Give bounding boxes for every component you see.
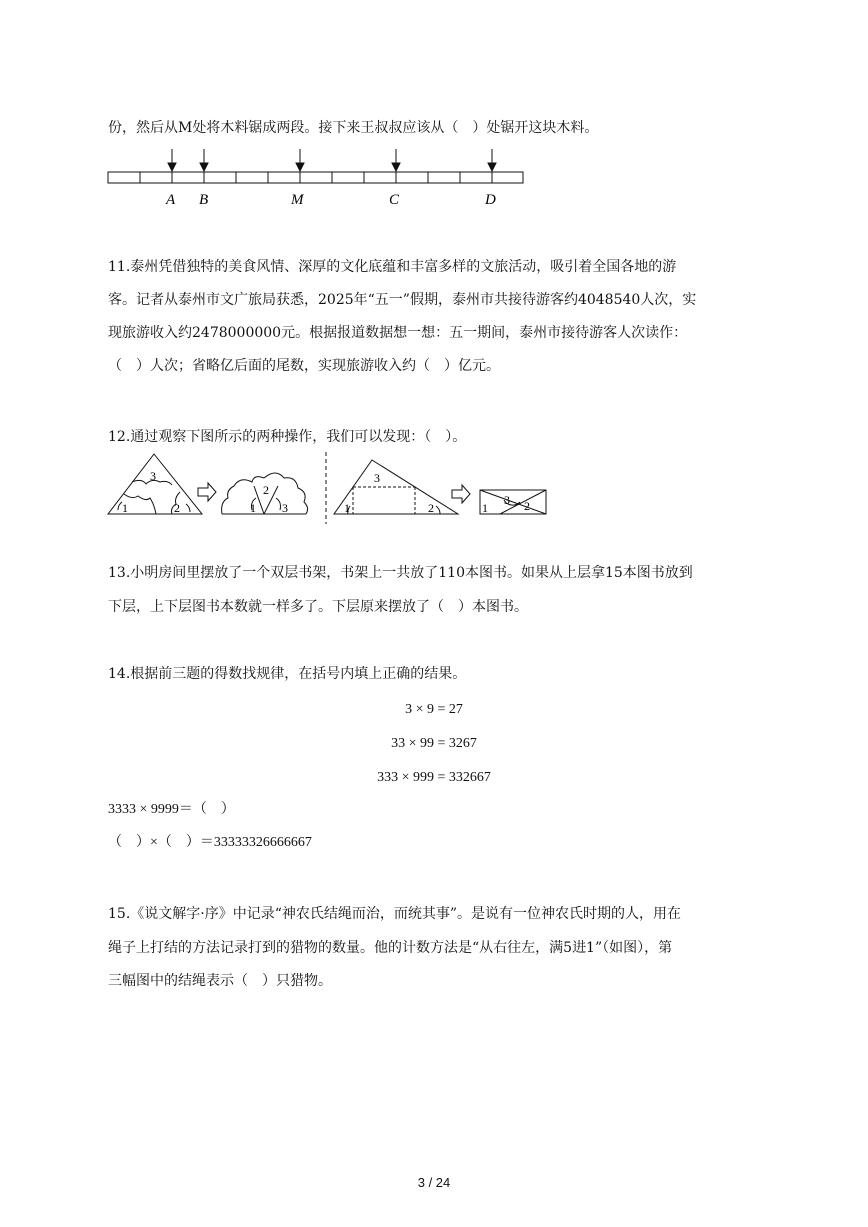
q11-line1: 11.泰州凭借独特的美食风情、深厚的文化底蕴和丰富多样的文旅活动，吸引着全国各地的游 (108, 259, 677, 275)
q13-line2: 下层，上下层图书本数就一样多了。下层原来摆放了（ ）本图书。 (108, 599, 528, 615)
q15-line3: 三幅图中的结绳表示（ ）只猎物。 (108, 973, 332, 989)
svg-text:3: 3 (374, 471, 380, 485)
svg-text:2: 2 (428, 501, 434, 515)
label-c: C (389, 192, 400, 208)
label-m: M (291, 192, 304, 208)
wood-ruler-figure (100, 145, 540, 215)
svg-text:1: 1 (482, 501, 488, 515)
arrow-icon (452, 485, 470, 503)
svg-text:1: 1 (122, 501, 128, 515)
label-d: D (485, 192, 496, 208)
svg-text:1: 1 (344, 501, 350, 515)
q14-eq1: 3 × 9 = 27 (405, 702, 463, 717)
q10-text: 份，然后从M处将木料锯成两段。接下来王叔叔应该从（ ）处锯开这块木料。 (108, 120, 599, 136)
svg-text:3: 3 (150, 469, 156, 483)
svg-text:2: 2 (174, 501, 180, 515)
q14-ask2: （ ）×（ ）＝33333326666667 (108, 835, 312, 850)
label-b: B (199, 192, 209, 208)
svg-text:2: 2 (263, 483, 269, 497)
q14-ask1: 3333 × 9999＝（ ） (108, 802, 235, 817)
svg-text:3: 3 (282, 501, 288, 515)
q14-text: 14.根据前三题的得数找规律，在括号内填上正确的结果。 (108, 666, 467, 682)
page-number: 3 / 24 (417, 1175, 451, 1190)
q11-line2: 客。记者从泰州市文广旅局获悉，2025年“五一”假期，泰州市共接待游客约4048540人次，实 (108, 292, 697, 308)
q11-line3: 现旅游收入约2478000000元。根据报道数据想一想：五一期间，泰州市接待游客人次读作： (108, 325, 688, 341)
triangle-operations-figure (104, 452, 564, 524)
svg-text:2: 2 (524, 499, 530, 513)
q11-line4: （ ）人次；省略亿后面的尾数，实现旅游收入约（ ）亿元。 (108, 358, 500, 374)
q13-line1: 13.小明房间里摆放了一个双层书架，书架上一共放了110本图书。如果从上层拿15本图书放到 (108, 565, 693, 581)
cut-arrows (168, 149, 496, 171)
folded-triangle (334, 460, 458, 514)
q14-eq2: 33 × 99 = 3267 (391, 736, 477, 751)
arrow-icon (198, 483, 216, 501)
q15-line1: 15.《说文解字·序》中记录“神农氏结绳而治，而统其事”。是说有一位神农氏时期的人，用在 (108, 906, 682, 922)
label-a: A (166, 192, 176, 208)
q14-eq3: 333 × 999 = 332667 (377, 770, 491, 785)
folded-rectangle (480, 490, 546, 514)
q12-text: 12.通过观察下图所示的两种操作，我们可以发现：（ ）。 (108, 429, 467, 445)
q15-line2: 绳子上打结的方法记录打到的猎物的数量。他的计数方法是“从右往左，满5进1”（如图），第 (108, 940, 673, 956)
svg-text:3: 3 (504, 493, 510, 507)
svg-text:1: 1 (250, 501, 256, 515)
